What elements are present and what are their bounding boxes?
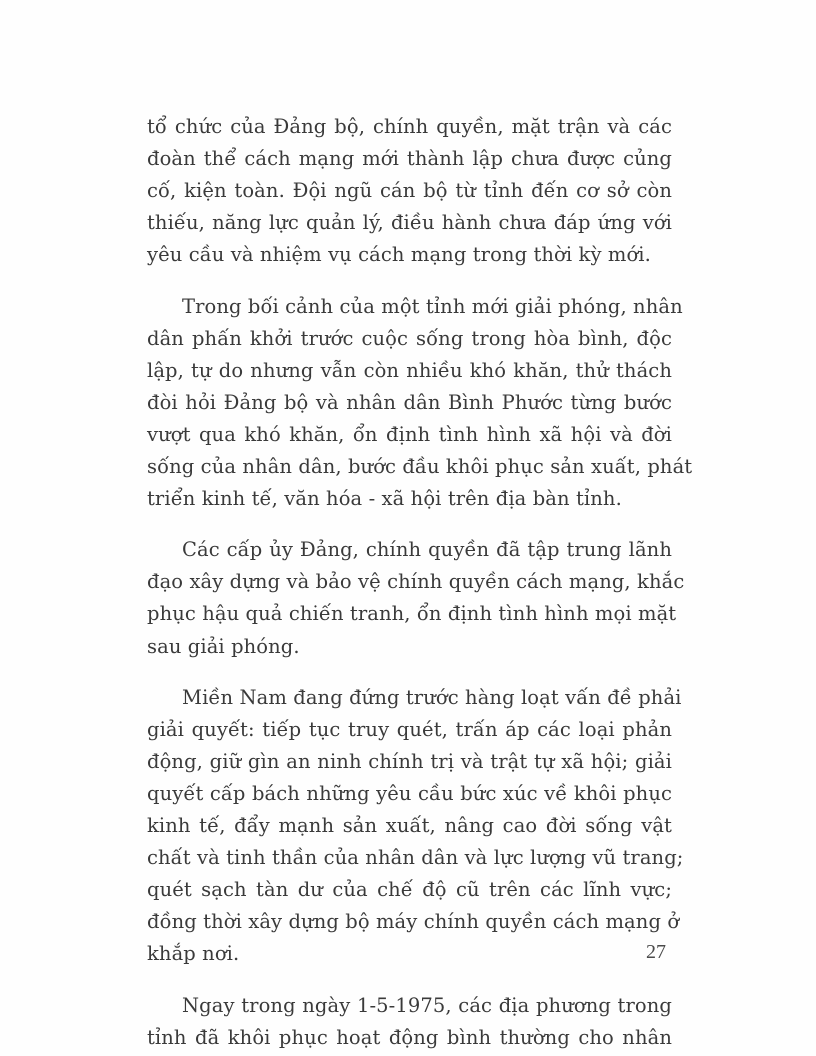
text-line: sống của nhân dân, bước đầu khôi phục sản xuất, phát <box>147 455 693 478</box>
text-line: sau giải phóng. <box>147 634 300 658</box>
text-line: khắp nơi. <box>147 942 240 966</box>
text-line: dân phấn khởi trước cuộc sống trong hòa bình, độc <box>147 326 672 350</box>
text-line: quét sạch tàn dư của chế độ cũ trên các lĩnh vực; <box>147 878 672 902</box>
text-line: yêu cầu và nhiệm vụ cách mạng trong thời kỳ mới. <box>147 243 651 267</box>
text-line: đồng thời xây dựng bộ máy chính quyền cách mạng ở <box>147 910 680 934</box>
text-line: phục hậu quả chiến tranh, ổn định tình hình mọi mặt <box>147 602 677 626</box>
text-line: Ngay trong ngày 1-5-1975, các địa phương trong <box>182 993 672 1017</box>
text-line: động, giữ gìn an ninh chính trị và trật tự xã hội; giải <box>147 749 672 773</box>
text-line: giải quyết: tiếp tục truy quét, trấn áp các loại phản <box>147 717 672 741</box>
text-line: đoàn thể cách mạng mới thành lập chưa được củng <box>147 147 672 171</box>
text-line: lập, tự do nhưng vẫn còn nhiều khó khăn, thử thách <box>147 358 672 382</box>
text-line: Miền Nam đang đứng trước hàng loạt vấn đề phải <box>182 685 682 709</box>
text-line: chất và tinh thần của nhân dân và lực lượng vũ trang; <box>147 846 684 870</box>
text-line: vượt qua khó khăn, ổn định tình hình xã hội và đời <box>147 422 672 446</box>
text-line: triển kinh tế, văn hóa - xã hội trên địa bàn tỉnh. <box>147 487 622 511</box>
text-line: Trong bối cảnh của một tỉnh mới giải phóng, nhân <box>182 294 683 318</box>
text-line: cố, kiện toàn. Đội ngũ cán bộ từ tỉnh đến cơ sở còn <box>147 179 672 203</box>
text-line: thiếu, năng lực quản lý, điều hành chưa đáp ứng với <box>147 211 672 235</box>
text-line: kinh tế, đẩy mạnh sản xuất, nâng cao đời sống vật <box>147 814 672 837</box>
text-line: quyết cấp bách những yêu cầu bức xúc về khôi phục <box>147 781 672 805</box>
text-line: đạo xây dựng và bảo vệ chính quyền cách mạng, khắc <box>147 570 685 594</box>
text-line: đòi hỏi Đảng bộ và nhân dân Bình Phước từng bước <box>147 390 672 414</box>
text-line: Các cấp ủy Đảng, chính quyền đã tập trung lãnh <box>182 538 672 562</box>
page-number: 27 <box>646 941 666 963</box>
text-line: tổ chức của Đảng bộ, chính quyền, mặt trận và các <box>147 115 672 138</box>
text-line: tỉnh đã khôi phục hoạt động bình thường cho nhân <box>147 1025 672 1049</box>
